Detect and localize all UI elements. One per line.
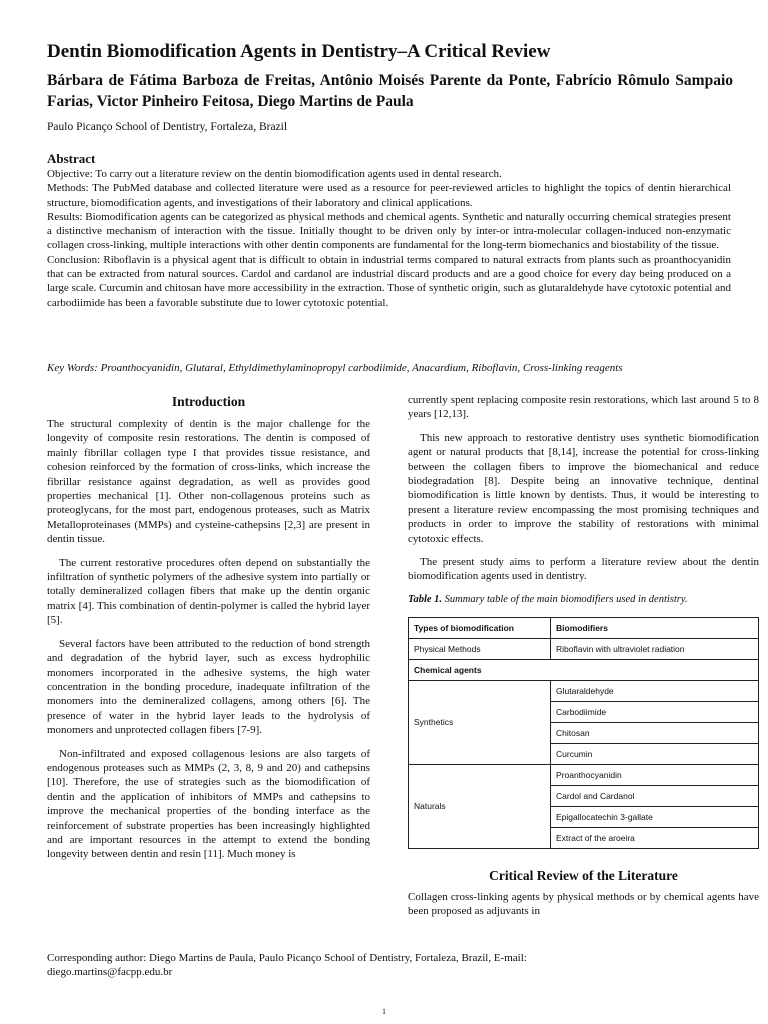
table-caption-label: Table 1. xyxy=(408,593,443,605)
right-column-body xyxy=(408,393,759,919)
critical-review-paragraph: Collagen cross-linking agents by physical methods or by chemical agents have been proposed as adjuvants in xyxy=(408,890,759,918)
table-cell: Chitosan xyxy=(551,722,759,743)
footer-line-1: Corresponding author: Diego Martins de Paula, Paulo Picanço School of Dentistry, Fortaleza, Brazil, E-mail: xyxy=(47,952,527,964)
intro-paragraph-3: Several factors have been attributed to the reduction of bond strength and degradation of the hybrid layer, such as excess hydrophilic monomers incorporated in the adhesive systems, the high water concentration in the bonding procedure, inadequate infiltration of the monomers into the demineralized collagens, among others [6]. The presence of water in the hybrid layer leads to the hydrolysis of monomers and unprotected collagen fibers [7-9]. xyxy=(47,637,370,737)
page-number: 1 xyxy=(382,1007,386,1016)
table-group-cell: Naturals xyxy=(409,764,551,848)
abstract-objective: Objective: To carry out a literature review on the dentin biomodification agents used in dental research. xyxy=(47,168,502,180)
table-cell: Glutaraldehyde xyxy=(551,680,759,701)
abstract-methods: Methods: The PubMed database and collected literature were used as a resource for peer-reviewed articles to highlight the topics of dentin hierarchical structure, biomodification agents, and investigations of their laboratory and clinical applications. xyxy=(47,182,731,209)
right-paragraph-3: The present study aims to perform a literature review about the dentin biomodification agents used in dentistry. xyxy=(408,556,759,583)
table-row xyxy=(409,680,759,701)
table-cell: Extract of the aroeira xyxy=(551,827,759,848)
table-caption-text: Summary table of the main biomodifiers used in dentistry. xyxy=(444,593,688,605)
right-column xyxy=(408,393,759,928)
footer-email: diego.martins@facpp.edu.br xyxy=(47,966,173,978)
table-cell: Proanthocyanidin xyxy=(551,764,759,785)
table-cell: Physical Methods xyxy=(409,638,551,659)
abstract-results: Results: Biomodification agents can be categorized as physical methods and chemical agents. Synthetic and naturally occurring chemical strategies present a distinctive mechanism of interaction with the tissue. Initially thought to be driven only by inter-or intra-molecular collagen-induced non-enzymatic collagen cross-linking, multiple interactions with other dentin components are fundamental for the long-term biomechanics and biostability of the tissue. xyxy=(47,210,731,252)
introduction-heading: Introduction xyxy=(171,394,246,409)
right-paragraph-1: currently spent replacing composite resin restorations, which last around 5 to 8 years [12,13]. xyxy=(408,394,759,421)
intro-paragraph-1: The structural complexity of dentin is the major challenge for the longevity of composite resin restorations. The dentin is composed of mainly fibrillar collagen type I that provides tissue resistance, and cohesion reinforced by the formation of cross-links, which increase the fibrillar resistance against degradation, as well as provides good properties mechanical [1]. Other non-collagenous proteins such as proteoglycans, for the most part, endogenous proteases, such as Matrix Metalloproteinases (MMPs) and cysteine-cathepsins [2,3] are present in dentin tissue. xyxy=(47,418,370,546)
table-group-cell: Chemical agents xyxy=(409,659,759,680)
abstract-section xyxy=(47,151,731,310)
table-cell: Curcumin xyxy=(551,743,759,764)
right-paragraph-2: This new approach to restorative dentistry uses synthetic biomodification agent or natural products that [8,14], increase the potential for cross-linking between the collagen fibers to improve the biomechanical and reduce biodegradation [8]. Despite being an innovative technique, dentinal biomodification is little known by dentists. Thus, it would be interesting to present a literature review encompassing the most promising techniques and products in order to improve the stability of restorations with minimal cytotoxic effects. xyxy=(408,431,759,545)
keywords: Key Words: Proanthocyanidin, Glutaral, Ethyldimethylaminopropyl carbodiimide, Anacardium, Riboflavin, Cross-linking reagents xyxy=(47,362,623,374)
affiliation: Paulo Picanço School of Dentistry, Fortaleza, Brazil xyxy=(47,121,288,133)
critical-review-heading: Critical Review of the Literature xyxy=(489,867,678,883)
table-header-cell: Biomodifiers xyxy=(551,617,759,638)
table-caption xyxy=(408,593,759,607)
abstract-heading: Abstract xyxy=(47,151,96,166)
intro-paragraph-2: The current restorative procedures often depend on substantially the infiltration of synthetic polymers of the adhesive system into partially or totally demineralized collagen fibers that make up the dentin organic matrix [4]. This combination of dentin-polymer is called the hybrid layer [5]. xyxy=(47,556,370,627)
intro-paragraph-4: Non-infiltrated and exposed collagenous lesions are also targets of endogenous proteases such as MMPs (2, 3, 8, 9 and 20) and cathepsins [10]. Therefore, the use of strategies such as the biomodification of dentin and the application of inhibitors of MMPs and cathepsins to improve the mechanical properties of the bonding interface as the reinforcement of substrate properties has been increasingly highlighted and are important resources in the attempt to extend the bonding longevity between dentin and resin [11]. Much money is xyxy=(47,747,370,861)
table-cell: Epigallocatechin 3-gallate xyxy=(551,806,759,827)
table-row xyxy=(409,764,759,785)
author-list: Bárbara de Fátima Barboza de Freitas, Antônio Moisés Parente da Ponte, Fabrício Rômulo Sampaio Farias, Victor Pinheiro Feitosa, Diego Martins de Paula xyxy=(47,72,733,110)
table-row xyxy=(409,659,759,680)
paper-title: Dentin Biomodification Agents in Dentistry–A Critical Review xyxy=(47,41,551,62)
biomodifiers-table xyxy=(408,617,759,849)
table-cell: Carbodiimide xyxy=(551,701,759,722)
corresponding-author-footer xyxy=(47,951,737,979)
table-header-row xyxy=(409,617,759,638)
table-cell: Riboflavin with ultraviolet radiation xyxy=(551,638,759,659)
table-row xyxy=(409,638,759,659)
table-group-cell: Synthetics xyxy=(409,680,551,764)
table-cell: Cardol and Cardanol xyxy=(551,785,759,806)
abstract-conclusion: Conclusion: Riboflavin is a physical agent that is difficult to obtain in industrial terms compared to natural extracts from plants such as proanthocyanidin that can be extracted from natural sources. Cardol and cardanol are industrial discard products and are a good choice for every day being produced on a large scale. Curcumin and chitosan have more accessibility in the extraction. Those of synthetic origin, such as glutaraldehyde have cytotoxic potential and carbodiimide has been a favorable substitute due to lower cytotoxic potential. xyxy=(47,253,731,309)
table-header-cell: Types of biomodification xyxy=(409,617,551,638)
left-column xyxy=(47,393,370,871)
